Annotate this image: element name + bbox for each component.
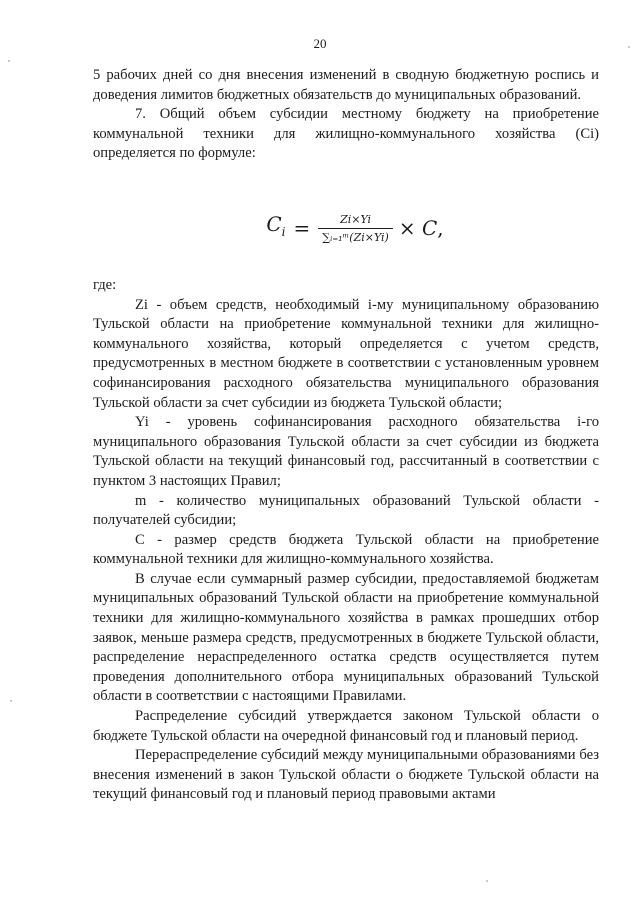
paragraph-continuation: 5 рабочих дней со дня внесения изменений в сводную бюджетную роспись и доведения лимитов бюджетных обязательств до муниципальных образований. xyxy=(93,67,599,103)
definition-m: m - количество муниципальных образований Тульской области - получателей субсидии; xyxy=(93,492,599,529)
scan-speck xyxy=(8,60,10,62)
definition-yi: Yi - уровень софинансирования расходного обязательства i-го муниципального образования Тульской области за счет субсидии из бюджета Тульской области на текущий финансовый год, рассчитанный в соответствии с пунктом 3 настоящих Правил; xyxy=(93,414,599,489)
formula-numerator: Zi×Yi xyxy=(340,212,372,226)
formula-denominator: ∑ᵢ₌₁ᵐ(Zi×Yi) xyxy=(322,230,389,244)
formula-rhs: × C, xyxy=(398,216,444,241)
formula-fraction xyxy=(318,213,393,245)
scan-speck xyxy=(10,700,12,702)
where-label: где: xyxy=(93,276,117,293)
paragraph-remaining-funds: В случае если суммарный размер субсидии, предоставляемой бюджетам муниципальных образований Тульской области на приобретение коммунальной техники для жилищно-коммунального хозяйства в рамках прошедших отбор заявок, меньше размера средств, предусмотренных в бюджете Тульской области, распределение нераспределенного остатка средств осуществляется путем проведения дополнительного отбора муниципальных образований Тульской области в соответствии с настоящими Правилами. xyxy=(93,570,599,705)
formula-equals: = xyxy=(293,216,311,241)
subsidy-formula xyxy=(93,198,599,260)
scan-speck xyxy=(628,46,630,48)
paragraph-item-7: 7. Общий объем субсидии местному бюджету на приобретение коммунальной техники для жилищно-коммунального хозяйства (Ci) определяется по формуле: xyxy=(93,106,599,162)
definition-c: С - размер средств бюджета Тульской области на приобретение коммунальной техники для жилищно-коммунального хозяйства. xyxy=(93,531,599,568)
formula-lhs: $C_i$ xyxy=(266,212,286,240)
scan-speck xyxy=(486,880,488,882)
page-number: 20 xyxy=(313,36,327,51)
page-body xyxy=(93,66,599,805)
paragraph-redistribution: Перераспределение субсидий между муниципальными образованиями без внесения изменений в закон Тульской области о бюджете Тульской области на текущий финансовый год и плановый период правовыми актами xyxy=(93,747,599,803)
paragraph-distribution: Распределение субсидий утверждается законом Тульской области о бюджете Тульской области на очередной финансовый год и плановый период. xyxy=(93,708,599,744)
definition-zi: Zi - объем средств, необходимый i-му муниципальному образованию Тульской области на приобретение коммунальной техники для жилищно-коммунального хозяйства, который определяется с учетом средств, предусмотренных в местном бюджете в соответствии с установленным уровнем софинансирования расходного обязательства муниципального образования Тульской области за счет субсидии из бюджета Тульской области; xyxy=(93,296,599,411)
